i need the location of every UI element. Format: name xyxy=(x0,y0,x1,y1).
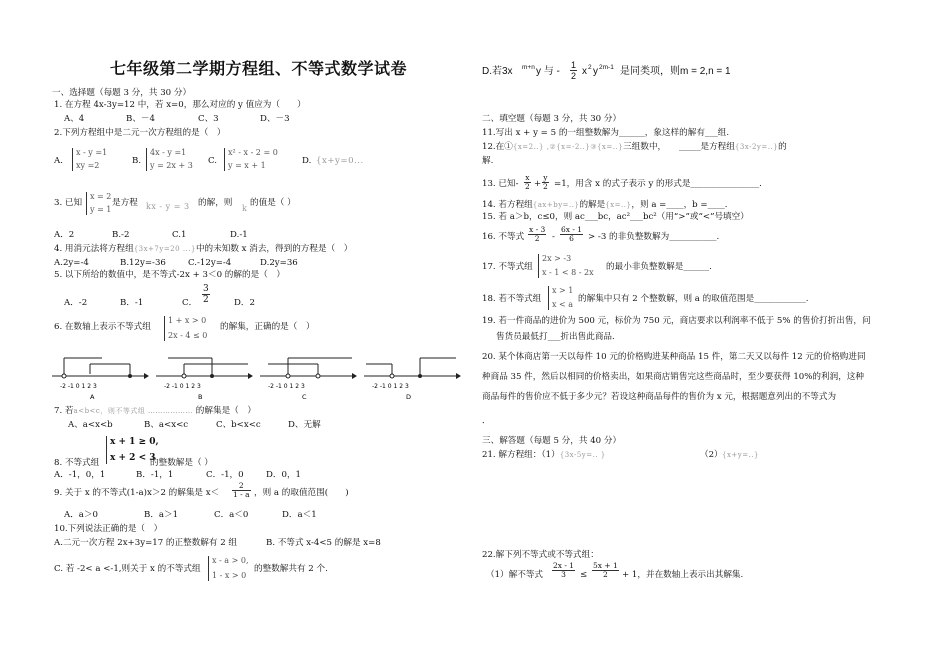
inequality: x < a xyxy=(552,300,574,309)
denominator: 2 xyxy=(203,295,209,305)
option: C． xyxy=(182,298,198,308)
inequality: 1 - x > 0 xyxy=(212,571,247,580)
left-column xyxy=(50,0,470,671)
equation: y = x + 1 xyxy=(228,161,266,170)
equation-system-blurred: {3x-5y=.. } xyxy=(559,451,606,459)
question-20-line-3: 商品每件的售价应不低于多少元？若设这种商品每件的售价为 x 元，根据题意列出的不等式为 xyxy=(482,392,837,402)
condition-blurred: a<b<c，则不等式组 ……………… xyxy=(73,407,196,415)
text: =1，用含 x 的式子表示 y 的形式是________________. xyxy=(554,179,762,189)
question-2-options xyxy=(54,148,454,178)
text: 16. 不等式 xyxy=(482,232,525,242)
question-14 xyxy=(482,200,912,211)
equation-system-blurred: {ax+by=..} xyxy=(532,201,580,209)
option: B.-2 xyxy=(112,230,130,240)
solutions-blurred: {x=2..} ,②{x=-2..}③{x=..} xyxy=(512,143,624,151)
text: （1）解不等式 xyxy=(486,570,544,580)
question-5: 5. 以下所给的数值中，是不等式-2x + 3＜0 的解的是（ ） xyxy=(54,270,285,280)
equation: x = 2 xyxy=(90,192,112,201)
text: 9. 关于 x 的不等式(1-a)x＞2 的解集是 x＜ xyxy=(54,488,220,498)
option: D、－3 xyxy=(260,114,290,124)
inequality: 2x > -3 xyxy=(542,254,572,263)
text: 17. 不等式组 xyxy=(482,262,533,272)
text: > -3 的非负整数解为___________. xyxy=(588,232,720,242)
question-7 xyxy=(54,406,454,417)
text: 的最小非负整数解是______. xyxy=(606,262,712,272)
question-12-tail: 解. xyxy=(482,156,494,166)
fraction xyxy=(570,60,577,81)
equation: 4x - y =1 xyxy=(150,148,187,157)
inequality: x - 1 < 8 - 2x xyxy=(542,268,594,277)
question-21 xyxy=(482,450,912,461)
text: 中的未知数 x 消去，得到的方程是（ ） xyxy=(195,244,353,254)
inequality-system xyxy=(538,254,594,278)
text: - xyxy=(552,232,555,242)
text: 的解集是（ ） xyxy=(195,406,256,416)
question-20-line-1: 20. 某个体商店第一天以每件 10 元的价格购进某种商品 15 件，第二天又以每件 12 元的价格购进同 xyxy=(482,352,866,362)
denominator: 2 xyxy=(603,570,608,579)
option: A．2 xyxy=(54,230,75,240)
numerator: 3 xyxy=(203,284,209,294)
inequality-system xyxy=(208,556,249,581)
equation-system-blurred: {x+y=..} xyxy=(722,451,759,459)
equation: xy =2 xyxy=(76,161,100,170)
solution-blurred: {x=..} xyxy=(605,201,632,209)
question-20-line-4: ． xyxy=(482,416,491,426)
fraction xyxy=(592,562,619,579)
inequality-system xyxy=(164,316,207,341)
solution-system xyxy=(86,192,111,215)
text: + xyxy=(534,179,542,189)
equation-system-blurred: {x+y=0... xyxy=(316,156,364,166)
section-answer-heading: 三、解答题（每题 5 分，共 40 分） xyxy=(482,436,622,446)
question-19-line-2: 售货员最低打___折出售此商品. xyxy=(496,332,615,342)
page-title: 七年级第二学期方程组、不等式数学试卷 xyxy=(110,59,408,78)
question-19-line-1: 19. 若一件商品的进价为 500 元，标价为 750 元，商店要求以利润率不低于 5% 的售价打折出售，问 xyxy=(482,316,871,326)
equation: x - y =1 xyxy=(76,148,108,157)
question-6 xyxy=(54,316,454,346)
question-10-option-d xyxy=(482,60,902,84)
text: （2） xyxy=(700,450,723,460)
inequality: x > 1 xyxy=(552,286,574,295)
equation-system xyxy=(72,148,107,171)
option: A.2y=-4 xyxy=(54,258,89,268)
option: A、a<x<b xyxy=(68,420,113,430)
numerator: 2 xyxy=(232,482,251,491)
question-8 xyxy=(54,436,454,472)
option: C.1 xyxy=(172,230,187,240)
inequality: x + 1 ≥ 0, xyxy=(110,437,159,447)
option: B、－4 xyxy=(126,114,155,124)
text: ，则 a 的取值范围( ) xyxy=(254,488,349,498)
text: 的值是（ ） xyxy=(250,198,296,208)
option: A、4 xyxy=(64,114,85,124)
text: 7. 若 xyxy=(54,406,74,416)
text: 三组数中， _____是方程组 xyxy=(623,142,735,152)
fraction xyxy=(202,284,210,305)
question-1: 1. 在方程 4x-3y=12 中，若 x=0，那么对应的 y 值应为（ ） xyxy=(54,100,306,110)
equation-system-blurred: {3x+7y=20 ...} xyxy=(133,245,196,253)
equation: y = 1 xyxy=(90,205,112,214)
option-label: A xyxy=(90,393,95,401)
right-column xyxy=(482,0,922,671)
option: D.2y=36 xyxy=(260,258,298,268)
option: C．-1，0 xyxy=(206,470,244,480)
option: B.12y=-36 xyxy=(120,258,166,268)
question-13 xyxy=(482,174,912,196)
tick-label: -2 -1 0 1 2 3 xyxy=(164,383,201,390)
text: C. 若 -2< a <-1,则关于 x 的不等式组 xyxy=(54,564,201,574)
numerator: 5x + 1 xyxy=(593,561,618,570)
option: B、a<x<c xyxy=(144,420,189,430)
text: 14. 若方程组 xyxy=(482,200,533,210)
question-9 xyxy=(54,482,454,508)
option-label: D xyxy=(406,393,412,401)
option-label: C. xyxy=(208,156,218,166)
option: D．2 xyxy=(234,298,255,308)
option-label: B xyxy=(198,393,203,401)
question-3 xyxy=(54,192,454,220)
option: C．a＜0 xyxy=(214,510,249,520)
number-line-D xyxy=(364,358,461,401)
option: D．a＜1 xyxy=(282,510,317,520)
option: B．-1 xyxy=(120,298,144,308)
exponent: m+n xyxy=(522,64,535,71)
variable: k xyxy=(242,204,248,213)
text: 8. 不等式组 xyxy=(54,458,100,468)
text: 是同类项，则m = 2,n = 1 xyxy=(620,66,731,77)
text: y xyxy=(593,66,598,77)
inequality: x - a > 0, xyxy=(212,556,249,565)
equation-system xyxy=(146,148,193,171)
text: 的解集，正确的是（ ） xyxy=(220,322,315,332)
fraction xyxy=(232,482,251,499)
denominator: 2 xyxy=(571,71,577,81)
denominator: 1 - a xyxy=(233,490,250,499)
tick-label: -2 -1 0 1 2 3 xyxy=(60,383,97,390)
question-12 xyxy=(482,142,912,153)
fraction xyxy=(542,174,549,191)
tick-label: -2 -1 0 1 2 3 xyxy=(268,383,305,390)
option: D．0，1 xyxy=(266,470,302,480)
question-20-line-2: 种商品 35 件，然后以相同的价格卖出，如果商店销售完这些商品时，至少要获得 10%的利润，这种 xyxy=(482,372,864,382)
question-10-option-c xyxy=(54,556,454,586)
text: x xyxy=(582,66,587,77)
question-17 xyxy=(482,254,912,280)
option: B．a＞1 xyxy=(144,510,179,520)
tick-label: -2 -1 0 1 2 3 xyxy=(372,383,409,390)
option-label: C xyxy=(302,393,307,401)
question-22: 22.解下列不等式或不等式组： xyxy=(482,550,599,560)
section-choice-heading: 一、选择题（每题 3 分，共 30 分） xyxy=(52,88,192,98)
text: 的解是 xyxy=(579,200,606,210)
text: 21. 解方程组：（1） xyxy=(482,450,560,460)
inequality-system xyxy=(548,286,573,310)
option: C.-12y=-4 xyxy=(188,258,232,268)
question-16 xyxy=(482,226,912,250)
text: 的 xyxy=(778,142,787,152)
inequality: 2x - 4 ≤ 0 xyxy=(168,331,208,340)
number-line-C xyxy=(260,358,357,401)
numerator: 1 xyxy=(571,60,577,70)
text: 12.在① xyxy=(482,142,513,152)
option-label: B. xyxy=(132,156,142,166)
inequality: 1 + x > 0 xyxy=(168,316,207,325)
question-18 xyxy=(482,286,912,312)
text: y 与 - xyxy=(536,66,560,77)
option: A．a＞0 xyxy=(64,510,98,520)
numerator: y xyxy=(543,173,548,182)
fraction xyxy=(552,562,575,579)
text: 是方程 xyxy=(112,198,138,208)
fraction xyxy=(524,174,531,191)
text: 的整数解共有 2 个. xyxy=(254,564,328,574)
text: 的解集中只有 2 个整数解，则 a 的取值范围是____________. xyxy=(578,294,809,304)
inequality: x + 2 < 3 xyxy=(110,453,156,463)
denominator: 6 xyxy=(569,234,574,243)
text: 的整数解是（ ） xyxy=(150,458,213,468)
question-2: 2.下列方程组中是二元一次方程组的是（ ） xyxy=(54,128,226,138)
text: 4. 用消元法将方程组 xyxy=(54,244,134,254)
exponent: 2 xyxy=(588,64,592,71)
text: 13. 已知- xyxy=(482,179,519,189)
section-fill-heading: 二、填空题（每题 3 分，共 30 分） xyxy=(482,114,622,124)
numerator: x - 3 xyxy=(529,225,546,234)
option-label: D. xyxy=(302,156,312,166)
text: 6. 在数轴上表示不等式组 xyxy=(54,322,151,332)
fraction xyxy=(560,226,583,243)
question-4 xyxy=(54,244,454,255)
numerator: 2x - 1 xyxy=(553,561,575,570)
option-label: A. xyxy=(54,156,63,166)
question-10: 10.下列说法正确的是（ ） xyxy=(54,524,163,534)
exponent: 2m-1 xyxy=(599,64,614,71)
question-22-part-1 xyxy=(486,562,916,588)
option: C、3 xyxy=(198,114,219,124)
equation: y = 2x + 3 xyxy=(150,161,193,170)
option: D、无解 xyxy=(288,420,321,430)
number-line-A xyxy=(52,358,149,401)
text: 3. 已知 xyxy=(54,198,83,208)
number-line-options xyxy=(50,350,470,402)
denominator: 2 xyxy=(534,234,540,243)
option: A．-2 xyxy=(64,298,88,308)
question-15: 15. 若 a＞b，c≤0，则 ac___bc，ac²___bc²（用“>”或“<”号填空） xyxy=(482,212,749,222)
option: B．-1，1 xyxy=(136,470,174,480)
equation-system-blurred: {3x-2y=..} xyxy=(734,143,779,151)
number-line-B xyxy=(156,358,253,401)
question-11: 11.写出 x + y = 5 的一组整数解为______，象这样的解有___组. xyxy=(482,128,730,138)
text: + 1，并在数轴上表示出其解集. xyxy=(622,570,744,580)
option: C、b<x<c xyxy=(216,420,261,430)
question-5-options xyxy=(54,284,354,312)
numerator: 6x - 1 xyxy=(561,225,583,234)
equation-system xyxy=(224,148,278,171)
option: A．-1，0，1 xyxy=(54,470,106,480)
question-10-option-a: A.二元一次方程 2x+3y=17 的正整数解有 2 组 xyxy=(54,538,238,548)
numerator: x xyxy=(525,173,530,182)
text: D.若3x xyxy=(482,66,513,77)
question-10-option-b: B. 不等式 x-4<5 的解是 x=8 xyxy=(266,538,381,548)
option: D.-1 xyxy=(230,230,248,240)
text: ，则 a =____，b =____. xyxy=(631,200,728,210)
denominator: 2 xyxy=(525,182,530,191)
text: 18. 若不等式组 xyxy=(482,294,542,304)
fraction xyxy=(528,226,546,243)
text: ≤ xyxy=(580,570,588,580)
equation: kx - y = 3 xyxy=(146,202,190,211)
denominator: 2 xyxy=(543,182,548,191)
denominator: 3 xyxy=(561,570,566,579)
text: 的解，则 xyxy=(198,198,233,208)
equation: x² - x - 2 = 0 xyxy=(228,148,278,157)
